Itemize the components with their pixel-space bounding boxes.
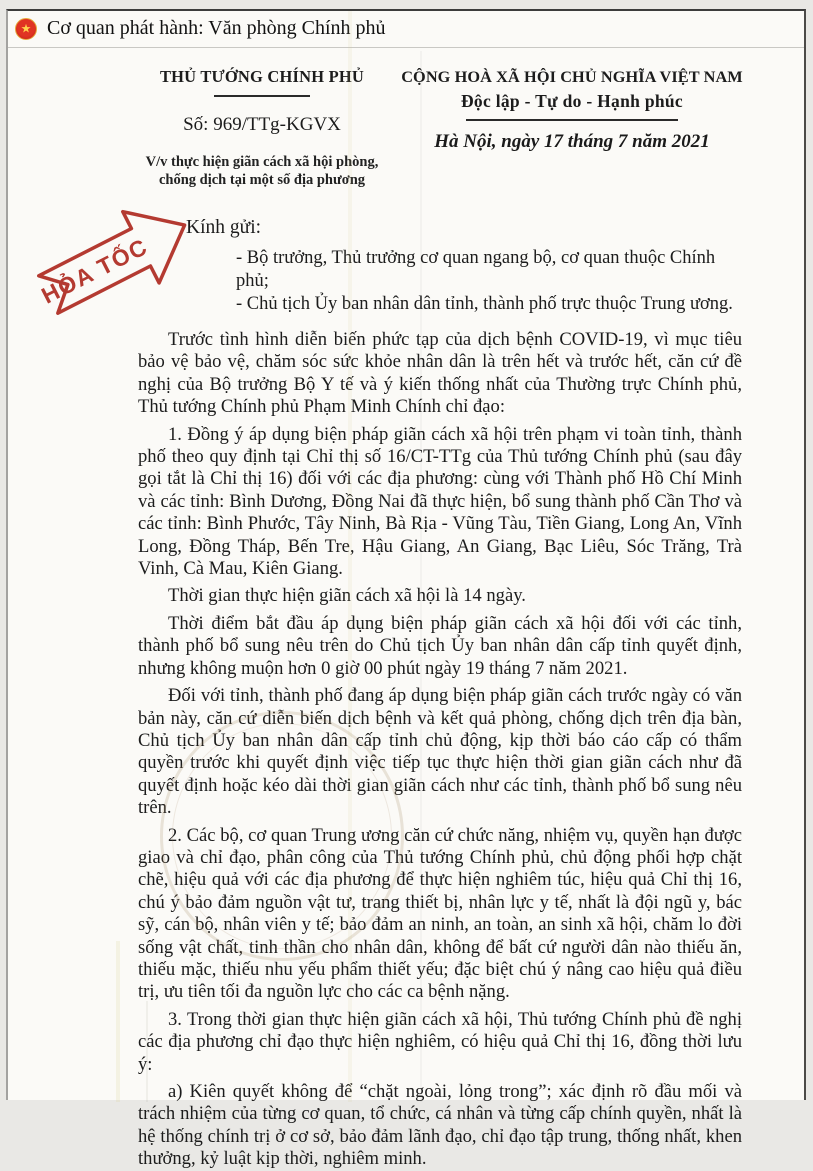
document-body (138, 329, 742, 1171)
issuer-block (136, 67, 388, 189)
place-and-date: Hà Nội, ngày 17 tháng 7 năm 2021 (434, 131, 710, 152)
paragraph-3a: a) Kiên quyết không để “chặt ngoài, lỏng trong”; xác định rõ đầu mối và trách nhiệm của từng cơ quan, tổ chức, cá nhân và từng cấp chính quyền, nhất là hệ thống chính trị ở cơ sở, bảo đảm lãnh đạo, chỉ đạo tập trung, thống nhất, khen thưởng, kỷ luật kịp thời, nghiêm minh. (138, 1081, 742, 1170)
national-motto-block (388, 67, 756, 189)
document-subject (136, 153, 388, 189)
issuer-divider (214, 95, 310, 97)
scan-artifact-line (116, 941, 120, 1102)
letterhead (136, 67, 756, 189)
publisher-label: Cơ quan phát hành: Văn phòng Chính phủ (47, 17, 386, 39)
paragraph-1: 1. Đồng ý áp dụng biện pháp giãn cách xã hội trên phạm vi toàn tỉnh, thành phố theo quy định tại Chỉ thị số 16/CT-TTg của Thủ tướng Chính phủ (sau đây gọi tắt là Chỉ thị 16) đối với các địa phương: cùng với Thành phố Hồ Chí Minh và các tỉnh: Bình Dương, Đồng Nai đã thực hiện, bổ sung thành phố Cần Thơ và các tỉnh: Bình Phước, Tây Ninh, Bà Rịa - Vũng Tàu, Tiền Giang, Long An, Vĩnh Long, Đồng Tháp, Bến Tre, Hậu Giang, An Giang, Bạc Liêu, Sóc Trăng, Trà Vinh, Cà Mau, Kiên Giang. (138, 423, 742, 580)
salutation-block (8, 217, 804, 316)
publisher-bar (8, 11, 804, 48)
recipient-list (236, 247, 744, 316)
paragraph-3: 3. Trong thời gian thực hiện giãn cách xã hội, Thủ tướng Chính phủ đề nghị các địa phương chỉ đạo thực hiện nghiêm, có hiệu quả Chỉ thị 16, đồng thời lưu ý: (138, 1008, 742, 1075)
paragraph-2: 2. Các bộ, cơ quan Trung ương căn cứ chức năng, nhiệm vụ, quyền hạn được giao và chỉ đạo, phân công của Thủ tướng Chính phủ, chủ động phối hợp chặt chẽ, hiệu quả với các địa phương để thực hiện nghiêm túc, hiệu quả Chỉ thị 16, chú ý bảo đảm nguồn vật tư, trang thiết bị, nhân lực y tế, nhất là đội ngũ y, bác sỹ, cán bộ, nhân viên y tế; bảo đảm an ninh, an toàn, an sinh xã hội, chăm lo đời sống vật chất, tinh thần cho nhân dân, không để bất cứ người dân nào thiếu ăn, thiếu mặc, thiếu nhu yếu phẩm thiết yếu; đặc biệt chú ý nâng cao hiệu quả điều trị, ưu tiên tối đa nguồn lực cho các ca bệnh nặng. (138, 824, 742, 1003)
document-number: Số: 969/TTg-KGVX (183, 114, 341, 135)
subject-line-2: chống dịch tại một số địa phương (158, 172, 366, 188)
motto-line-2: Độc lập - Tự do - Hạnh phúc (460, 91, 683, 111)
subject-line-1: V/v thực hiện giãn cách xã hội phòng, (145, 154, 379, 170)
salutation: Kính gửi: (186, 217, 262, 238)
paragraph-duration: Thời gian thực hiện giãn cách xã hội là 14 ngày. (168, 585, 526, 607)
vietnam-emblem-icon (15, 18, 37, 40)
scanned-document-page (6, 9, 806, 1170)
recipient-line: - Bộ trưởng, Thủ trưởng cơ quan ngang bộ, cơ quan thuộc Chính phủ; (236, 248, 716, 291)
paragraph-start-time: Thời điểm bắt đầu áp dụng biện pháp giãn cách xã hội đối với các tỉnh, thành phố bổ sung nêu trên do Chủ tịch Ủy ban nhân dân cấp tỉnh quyết định, nhưng không muộn hơn 0 giờ 00 phút ngày 19 tháng 7 năm 2021. (138, 612, 742, 679)
issuer-name: THỦ TƯỚNG CHÍNH PHỦ (159, 67, 365, 86)
paragraph-existing-provinces: Đối với tỉnh, thành phố đang áp dụng biện pháp giãn cách trước ngày có văn bản này, căn cứ diễn biến dịch bệnh và kết quả phòng, chống dịch trên địa bàn, Chủ tịch Ủy ban nhân dân cấp tỉnh chủ động, kịp thời báo cáo cấp có thẩm quyền trước khi quyết định việc tiếp tục thực hiện thời gian giãn cách như đã quyết định hoặc kéo dài thời gian giãn cách như các tỉnh, thành phố bổ sung nêu trên. (138, 685, 742, 819)
recipient-line: - Chủ tịch Ủy ban nhân dân tỉnh, thành phố trực thuộc Trung ương. (236, 294, 733, 314)
svg-text:HỎA TỐC: HỎA TỐC (37, 233, 153, 309)
paragraph-intro: Trước tình hình diễn biến phức tạp của dịch bệnh COVID-19, vì mục tiêu bảo vệ bảo vệ, chăm sóc sức khỏe nhân dân là trên hết và trước hết, căn cứ đề nghị của Bộ trưởng Bộ Y tế và ý kiến thống nhất của Thường trực Chính phủ, Thủ tướng Chính phủ Phạm Minh Chính chỉ đạo: (138, 329, 742, 418)
motto-line-1: CỘNG HOÀ XÃ HỘI CHỦ NGHĨA VIỆT NAM (401, 67, 743, 86)
motto-divider (466, 119, 678, 121)
